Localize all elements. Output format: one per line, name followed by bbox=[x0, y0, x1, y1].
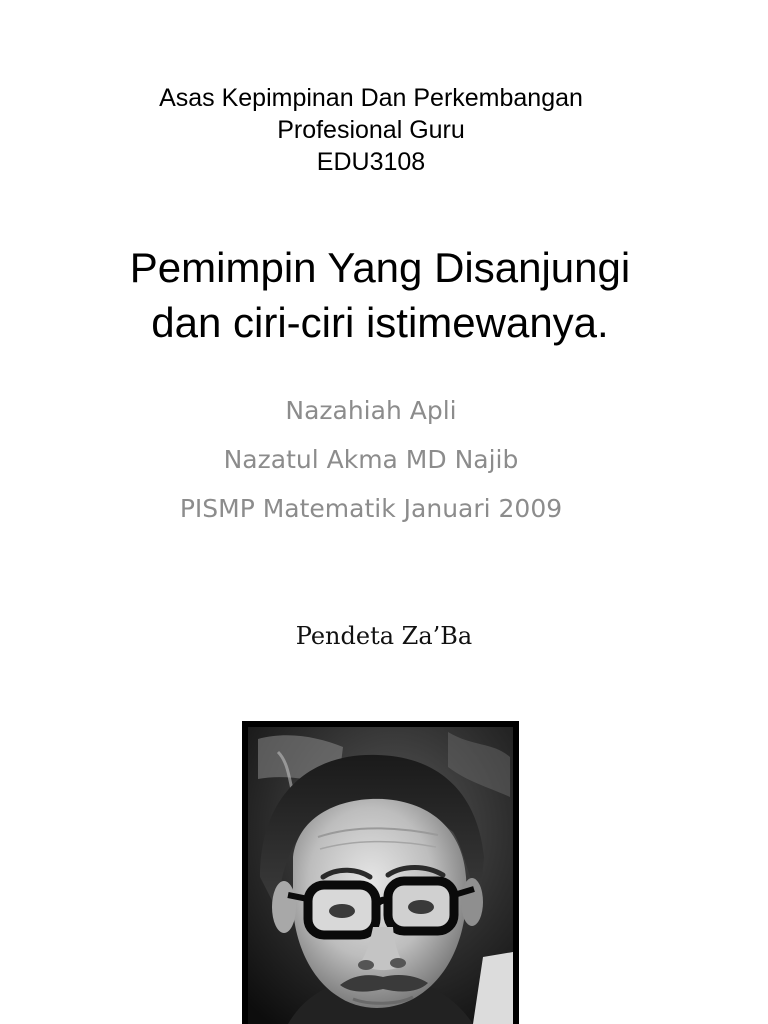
portrait-frame bbox=[242, 721, 519, 1024]
author-list bbox=[0, 386, 742, 533]
slide-title bbox=[0, 240, 760, 350]
author-name-1: Nazahiah Apli bbox=[285, 396, 457, 425]
portrait-photo bbox=[248, 727, 513, 1024]
course-code: EDU3108 bbox=[316, 148, 426, 176]
program-line: PISMP Matematik Januari 2009 bbox=[179, 494, 563, 523]
course-heading bbox=[0, 82, 742, 178]
course-title-line-1: Asas Kepimpinan Dan Perkembangan bbox=[159, 84, 583, 112]
portrait-caption: Pendeta Za’Ba bbox=[295, 622, 473, 650]
slide-title-line-2: dan ciri-ciri istimewanya. bbox=[151, 299, 609, 346]
slide-title-line-1: Pemimpin Yang Disanjungi bbox=[129, 244, 631, 291]
course-title-line-2: Profesional Guru bbox=[277, 116, 465, 144]
author-name-2: Nazatul Akma MD Najib bbox=[223, 445, 519, 474]
